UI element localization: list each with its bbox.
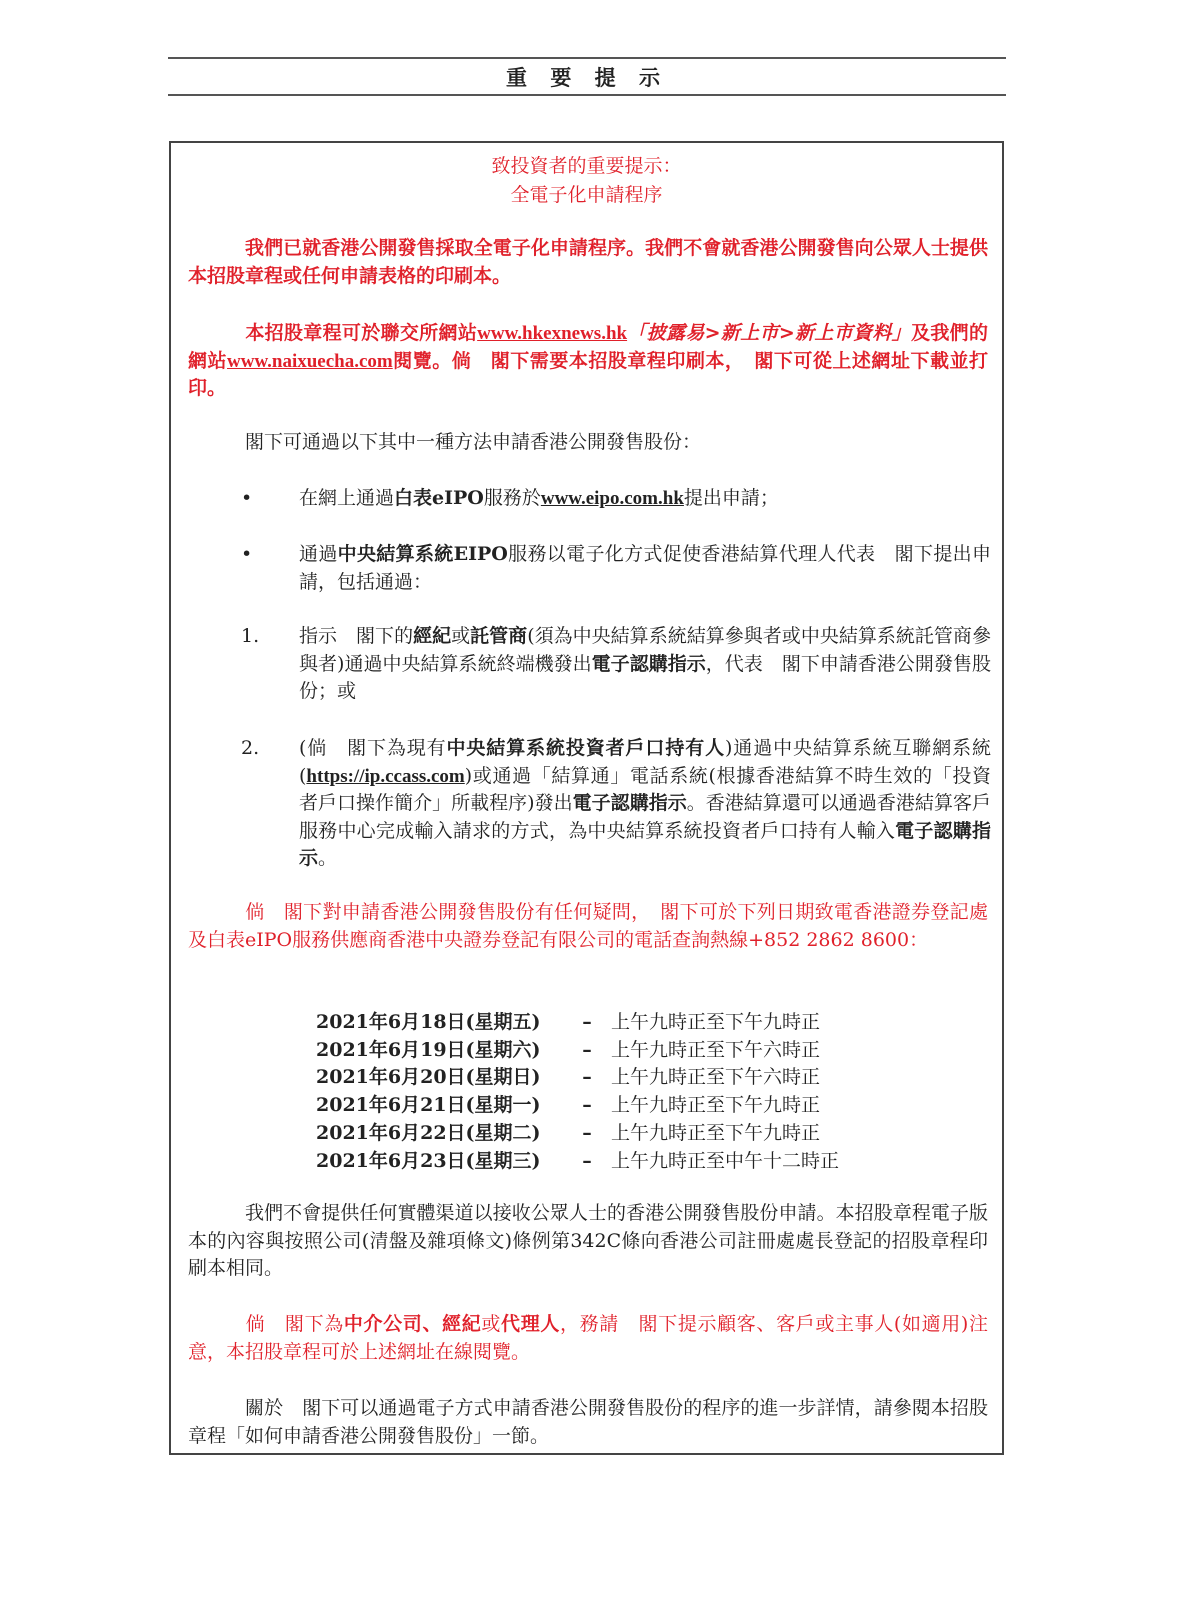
company-website-link[interactable]: www.naixuecha.com	[227, 350, 393, 372]
schedule-row	[316, 1037, 839, 1065]
bold-term: 電子認購指示	[299, 819, 991, 869]
paragraph-text: 倘 閣下對申請香港公開發售股份有任何疑問， 閣下可於下列日期致電香港證券登記處及白表eIPO服務供應商香港中央證券登記有限公司的電話查詢熱線+852 2862 8600：	[188, 901, 988, 951]
notice-subheading: 全電子化申請程序	[510, 184, 663, 206]
schedule-dash: –	[582, 1121, 592, 1144]
bold-term: 中介公司、經紀	[343, 1313, 482, 1335]
bold-term: 託管商	[470, 625, 528, 647]
schedule-row	[316, 1064, 839, 1092]
schedule-date: 2021年6月21日(星期一)	[316, 1094, 541, 1117]
paragraph-text: 我們已就香港公開發售採取全電子化申請程序。我們不會就香港公開發售向公眾人士提供本招股章程或任何申請表格的印刷本。	[188, 237, 988, 287]
bold-term: 中央結算系統投資者戶口持有人	[446, 737, 725, 759]
ccass-link[interactable]: https://ip.ccass.com	[306, 765, 465, 787]
schedule-dash: –	[582, 1066, 592, 1089]
schedule-time: 上午九時正至下午九時正	[611, 1094, 821, 1117]
text-segment: 及我們的網站	[188, 322, 988, 372]
bullet-marker: •	[241, 543, 253, 565]
paragraph-text: 閣下可通過以下其中一種方法申請香港公開發售股份：	[245, 431, 702, 453]
numbered-item-broker	[241, 623, 991, 706]
schedule-row	[316, 1120, 839, 1148]
hkexnews-path: 「披露易>新上市>新上市資料」	[627, 322, 912, 344]
schedule-time: 上午九時正至下午九時正	[611, 1011, 821, 1033]
paragraph-prospectus-availability	[188, 320, 988, 403]
bullet-marker: •	[241, 487, 253, 509]
paragraph-intermediaries	[188, 1311, 988, 1366]
schedule-date: 2021年6月18日(星期五)	[316, 1011, 541, 1033]
bold-term: 電子認購指示	[591, 652, 706, 675]
text-segment: (倘 閣下為現有	[299, 737, 447, 759]
numbered-item-ccass-investor	[241, 735, 991, 873]
paragraph-further-details	[188, 1395, 988, 1450]
paragraph-electronic-only	[188, 235, 988, 290]
schedule-dash: –	[582, 1149, 592, 1172]
text-segment: 或	[451, 625, 471, 647]
text-segment: )或通過「結算通」電話系統(根據香港結算不時生效的「投資者戶口操作簡介」所載程序)發出	[299, 764, 991, 814]
bold-term: 代理人	[501, 1313, 560, 1335]
bold-term: 經紀	[413, 625, 452, 647]
text-segment: 指示 閣下的	[299, 625, 414, 647]
paragraph-application-methods	[188, 429, 988, 457]
schedule-dash: –	[582, 1038, 592, 1061]
notice-box	[169, 141, 1004, 1455]
paragraph-no-physical-channels	[188, 1200, 988, 1283]
schedule-time: 上午九時正至下午六時正	[611, 1038, 821, 1061]
paragraph-text: 我們不會提供任何實體渠道以接收公眾人士的香港公開發售股份申請。本招股章程電子版本的內容與按照公司(清盤及雜項條文)條例第342C條向香港公司註冊處處長登記的招股章程印刷本相同。	[188, 1202, 988, 1279]
text-segment: 本招股章程可於聯交所網站	[245, 322, 478, 344]
text-segment: )通過中央結算系統互聯網系統(	[299, 737, 991, 787]
bullet-item-ccass-eipo	[241, 541, 991, 596]
number-marker: 1.	[241, 625, 260, 647]
notice-heading: 致投資者的重要提示：	[491, 155, 682, 177]
schedule-time: 上午九時正至下午九時正	[611, 1121, 821, 1144]
bullet-item-white-form-eipo	[241, 485, 991, 513]
text-segment: 。香港結算還可以通過香港結算客戶服務中心完成輸入請求的方式，為中央結算系統投資者戶口持有人輸入	[299, 792, 991, 842]
text-segment: 提出申請；	[683, 487, 779, 509]
text-segment: 服務於	[483, 487, 541, 509]
schedule-row	[316, 1009, 839, 1037]
paragraph-hotline	[188, 899, 988, 954]
text-segment: (須為中央結算系統結算參與者或中央結算系統託管商參與者)通過中央結算系統終端機發出	[299, 625, 991, 675]
text-segment: ，務請 閣下提示顧客、客戶或主事人(如適用)注意，本招股章程可於上述網址在線閱覽。	[188, 1313, 988, 1363]
text-segment: ，代表 閣下申請香港公開發售股份；或	[299, 652, 991, 702]
bold-term: 電子認購指示	[572, 792, 687, 814]
text-segment: 閱覽。倘 閣下需要本招股章程印刷本， 閣下可從上述網址下載並打印。	[188, 349, 988, 399]
text-segment: 。	[318, 847, 338, 869]
number-marker: 2.	[241, 737, 260, 759]
bold-term: 中央結算系統EIPO	[337, 543, 508, 565]
text-segment: 在網上通過	[299, 487, 395, 509]
page-title: 重 要 提 示	[506, 66, 668, 90]
paragraph-text: 關於 閣下可以通過電子方式申請香港公開發售股份的程序的進一步詳情，請參閱本招股章程「如何申請香港公開發售股份」一節。	[188, 1397, 988, 1447]
header-top-rule	[168, 57, 1006, 59]
hkexnews-link[interactable]: www.hkexnews.hk	[477, 323, 628, 344]
schedule-time: 上午九時正至下午六時正	[611, 1066, 821, 1089]
schedule-row	[316, 1092, 839, 1120]
schedule-date: 2021年6月20日(星期日)	[316, 1066, 541, 1089]
text-segment: 服務以電子化方式促使香港結算代理人代表 閣下提出申請，包括通過：	[299, 543, 991, 593]
text-segment: 倘 閣下為	[245, 1313, 344, 1335]
schedule-date: 2021年6月23日(星期三)	[316, 1149, 541, 1172]
eipo-link[interactable]: www.eipo.com.hk	[540, 488, 684, 509]
schedule-time: 上午九時正至中午十二時正	[611, 1149, 840, 1172]
schedule-date: 2021年6月22日(星期二)	[316, 1121, 541, 1144]
text-segment: 或	[481, 1313, 502, 1335]
schedule-dash: –	[582, 1011, 592, 1033]
hotline-schedule	[316, 1009, 839, 1175]
bold-term: 白表eIPO	[394, 487, 484, 509]
schedule-dash: –	[582, 1094, 592, 1117]
schedule-date: 2021年6月19日(星期六)	[316, 1038, 541, 1061]
schedule-row	[316, 1148, 839, 1176]
text-segment: 通過	[299, 543, 338, 565]
header-bottom-rule	[168, 94, 1006, 96]
